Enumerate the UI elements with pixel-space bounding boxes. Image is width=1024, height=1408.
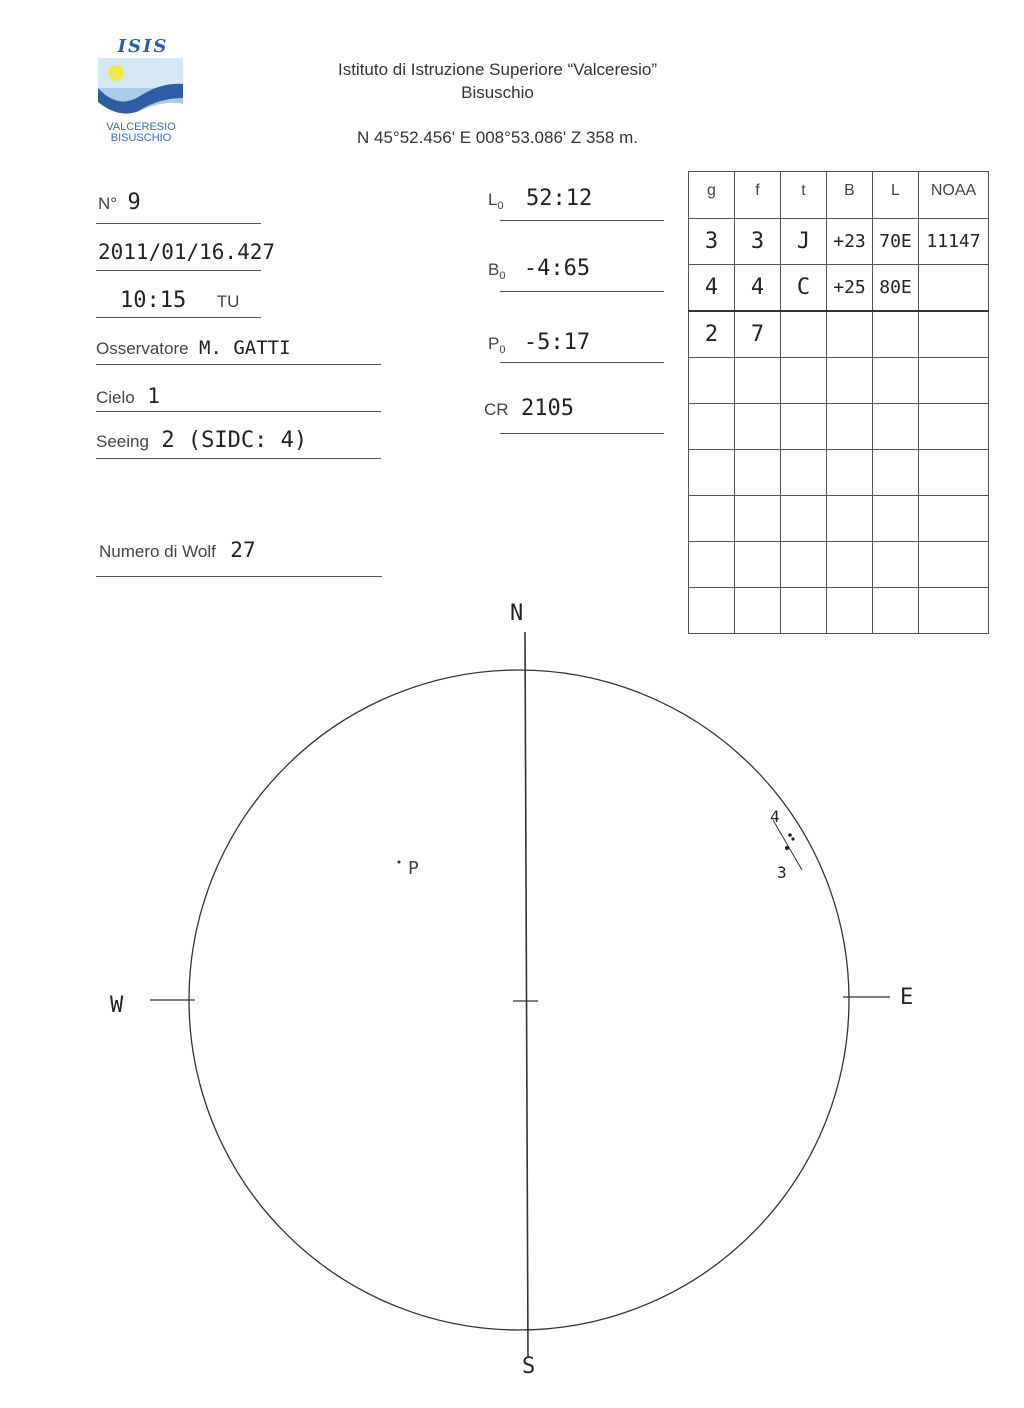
table-cell [689,450,735,496]
number-label: N° [98,194,118,213]
header-noaa: NOAA [919,172,989,219]
table-cell [781,404,827,450]
solar-disk-drawing [0,590,1024,1390]
logo-subtitle-line1: VALCERESIO [106,121,176,133]
b0-rule [500,291,664,292]
header-b: B [827,172,873,219]
table-cell [781,496,827,542]
observer-rule [96,364,381,365]
north-label: N [510,601,524,626]
sky-value: 1 [147,384,160,408]
header-f: f [735,172,781,219]
group-label-3: 3 [777,863,787,882]
table-cell [827,450,873,496]
table-row [689,542,989,588]
east-label: E [900,985,914,1010]
l0-subscript: 0 [497,200,504,213]
b0-label: B [488,260,500,279]
table-cell: 4 [735,265,781,312]
table-cell [919,542,989,588]
north-south-axis [525,632,528,1358]
south-label: S [522,1354,536,1379]
table-cell: 4 [689,265,735,312]
date-rule [96,270,261,271]
seeing-value: 2 (SIDC: 4) [161,428,308,453]
table-cell [919,450,989,496]
table-cell: 70E [873,219,919,265]
table-cell [873,358,919,404]
table-cell [919,404,989,450]
seeing-rule [96,458,381,459]
table-cell [689,542,735,588]
table-row [689,404,989,450]
table-cell [689,358,735,404]
table-cell [827,358,873,404]
table-cell [689,496,735,542]
p0-value: -5:17 [523,330,591,355]
observer-field [96,337,291,359]
time-value: 10:15 [120,288,187,313]
table-cell [919,311,989,358]
table-header-row [689,172,989,219]
number-rule [96,223,261,224]
sunspot-dot [785,846,789,850]
school-logo [98,58,183,120]
table-cell [781,450,827,496]
table-row [689,219,989,265]
l0-field [488,186,592,212]
table-cell: 2 [689,311,735,358]
table-cell: C [781,265,827,312]
table-cell: 11147 [919,219,989,265]
table-row [689,311,989,358]
header-g: g [689,172,735,219]
table-cell: +25 [827,265,873,312]
l0-value: 52:12 [526,186,593,211]
logo-subtitle-line2: BISUSCHIO [110,132,172,144]
pole-dot [398,861,401,864]
table-cell [735,358,781,404]
number-value: 9 [127,190,141,215]
table-cell [827,496,873,542]
p0-field [488,330,590,356]
seeing-label: Seeing [96,432,149,451]
table-cell: 3 [689,219,735,265]
table-cell [919,496,989,542]
table-cell [735,404,781,450]
table-cell [919,358,989,404]
table-cell: 3 [735,219,781,265]
p0-label: P [488,334,500,353]
west-label: W [110,993,124,1018]
table-cell [827,311,873,358]
p0-subscript: 0 [499,344,506,357]
institute-name [300,58,695,104]
cr-rule [500,433,664,434]
sky-rule [96,411,381,412]
table-cell [781,542,827,588]
cr-value: 2105 [521,396,574,421]
table-cell [827,542,873,588]
institute-line1: Istituto di Istruzione Superiore “Valceresio” [337,60,658,79]
table-row [689,450,989,496]
institute-line2: Bisuschio [461,83,534,102]
table-cell [689,404,735,450]
seeing-field [96,428,307,453]
logo-subtitle [96,122,186,144]
b0-value: -4:65 [523,256,591,281]
table-cell [735,542,781,588]
wolf-field [99,538,256,562]
observer-label: Osservatore [96,339,189,358]
table-cell: 7 [735,311,781,358]
table-cell [735,496,781,542]
b0-subscript: 0 [499,270,506,283]
wolf-label: Numero di Wolf [99,542,216,561]
b0-field [488,256,590,282]
cr-field [484,396,574,421]
sunspot-dot [791,837,794,840]
l0-rule [500,220,664,221]
table-cell [873,404,919,450]
sky-field [96,384,160,408]
table-row [689,265,989,312]
table-cell [873,311,919,358]
table-cell [919,265,989,312]
wolf-value: 27 [230,538,256,562]
sunspot-groups-table [688,171,989,634]
table-cell [781,358,827,404]
table-cell [827,404,873,450]
table-cell [781,311,827,358]
logo-text: ISIS [117,36,169,57]
table-row [689,496,989,542]
sunspot-dot [788,833,792,837]
observer-value: M. GATTI [199,337,291,359]
site-coordinates: N 45°52.456' E 008°53.086' Z 358 m. [357,128,638,147]
wolf-rule [96,576,382,577]
table-cell [873,496,919,542]
time-field [120,288,239,313]
table-cell [873,542,919,588]
date-value: 2011/01/16.427 [98,240,276,264]
number-field [98,190,141,215]
table-row [689,358,989,404]
time-rule [96,317,261,318]
group-label-4: 4 [770,807,780,826]
time-unit: TU [216,292,240,311]
table-cell [873,450,919,496]
p0-rule [500,362,664,363]
table-cell: J [781,219,827,265]
header-t: t [781,172,827,219]
table-cell: 80E [873,265,919,312]
table-cell: +23 [827,219,873,265]
solar-disk-circle [189,670,849,1330]
cr-label: CR [484,400,509,419]
sky-label: Cielo [96,388,135,407]
pole-label: P [408,858,419,879]
table-cell [735,450,781,496]
header-l: L [873,172,919,219]
l0-label: L [488,190,498,209]
